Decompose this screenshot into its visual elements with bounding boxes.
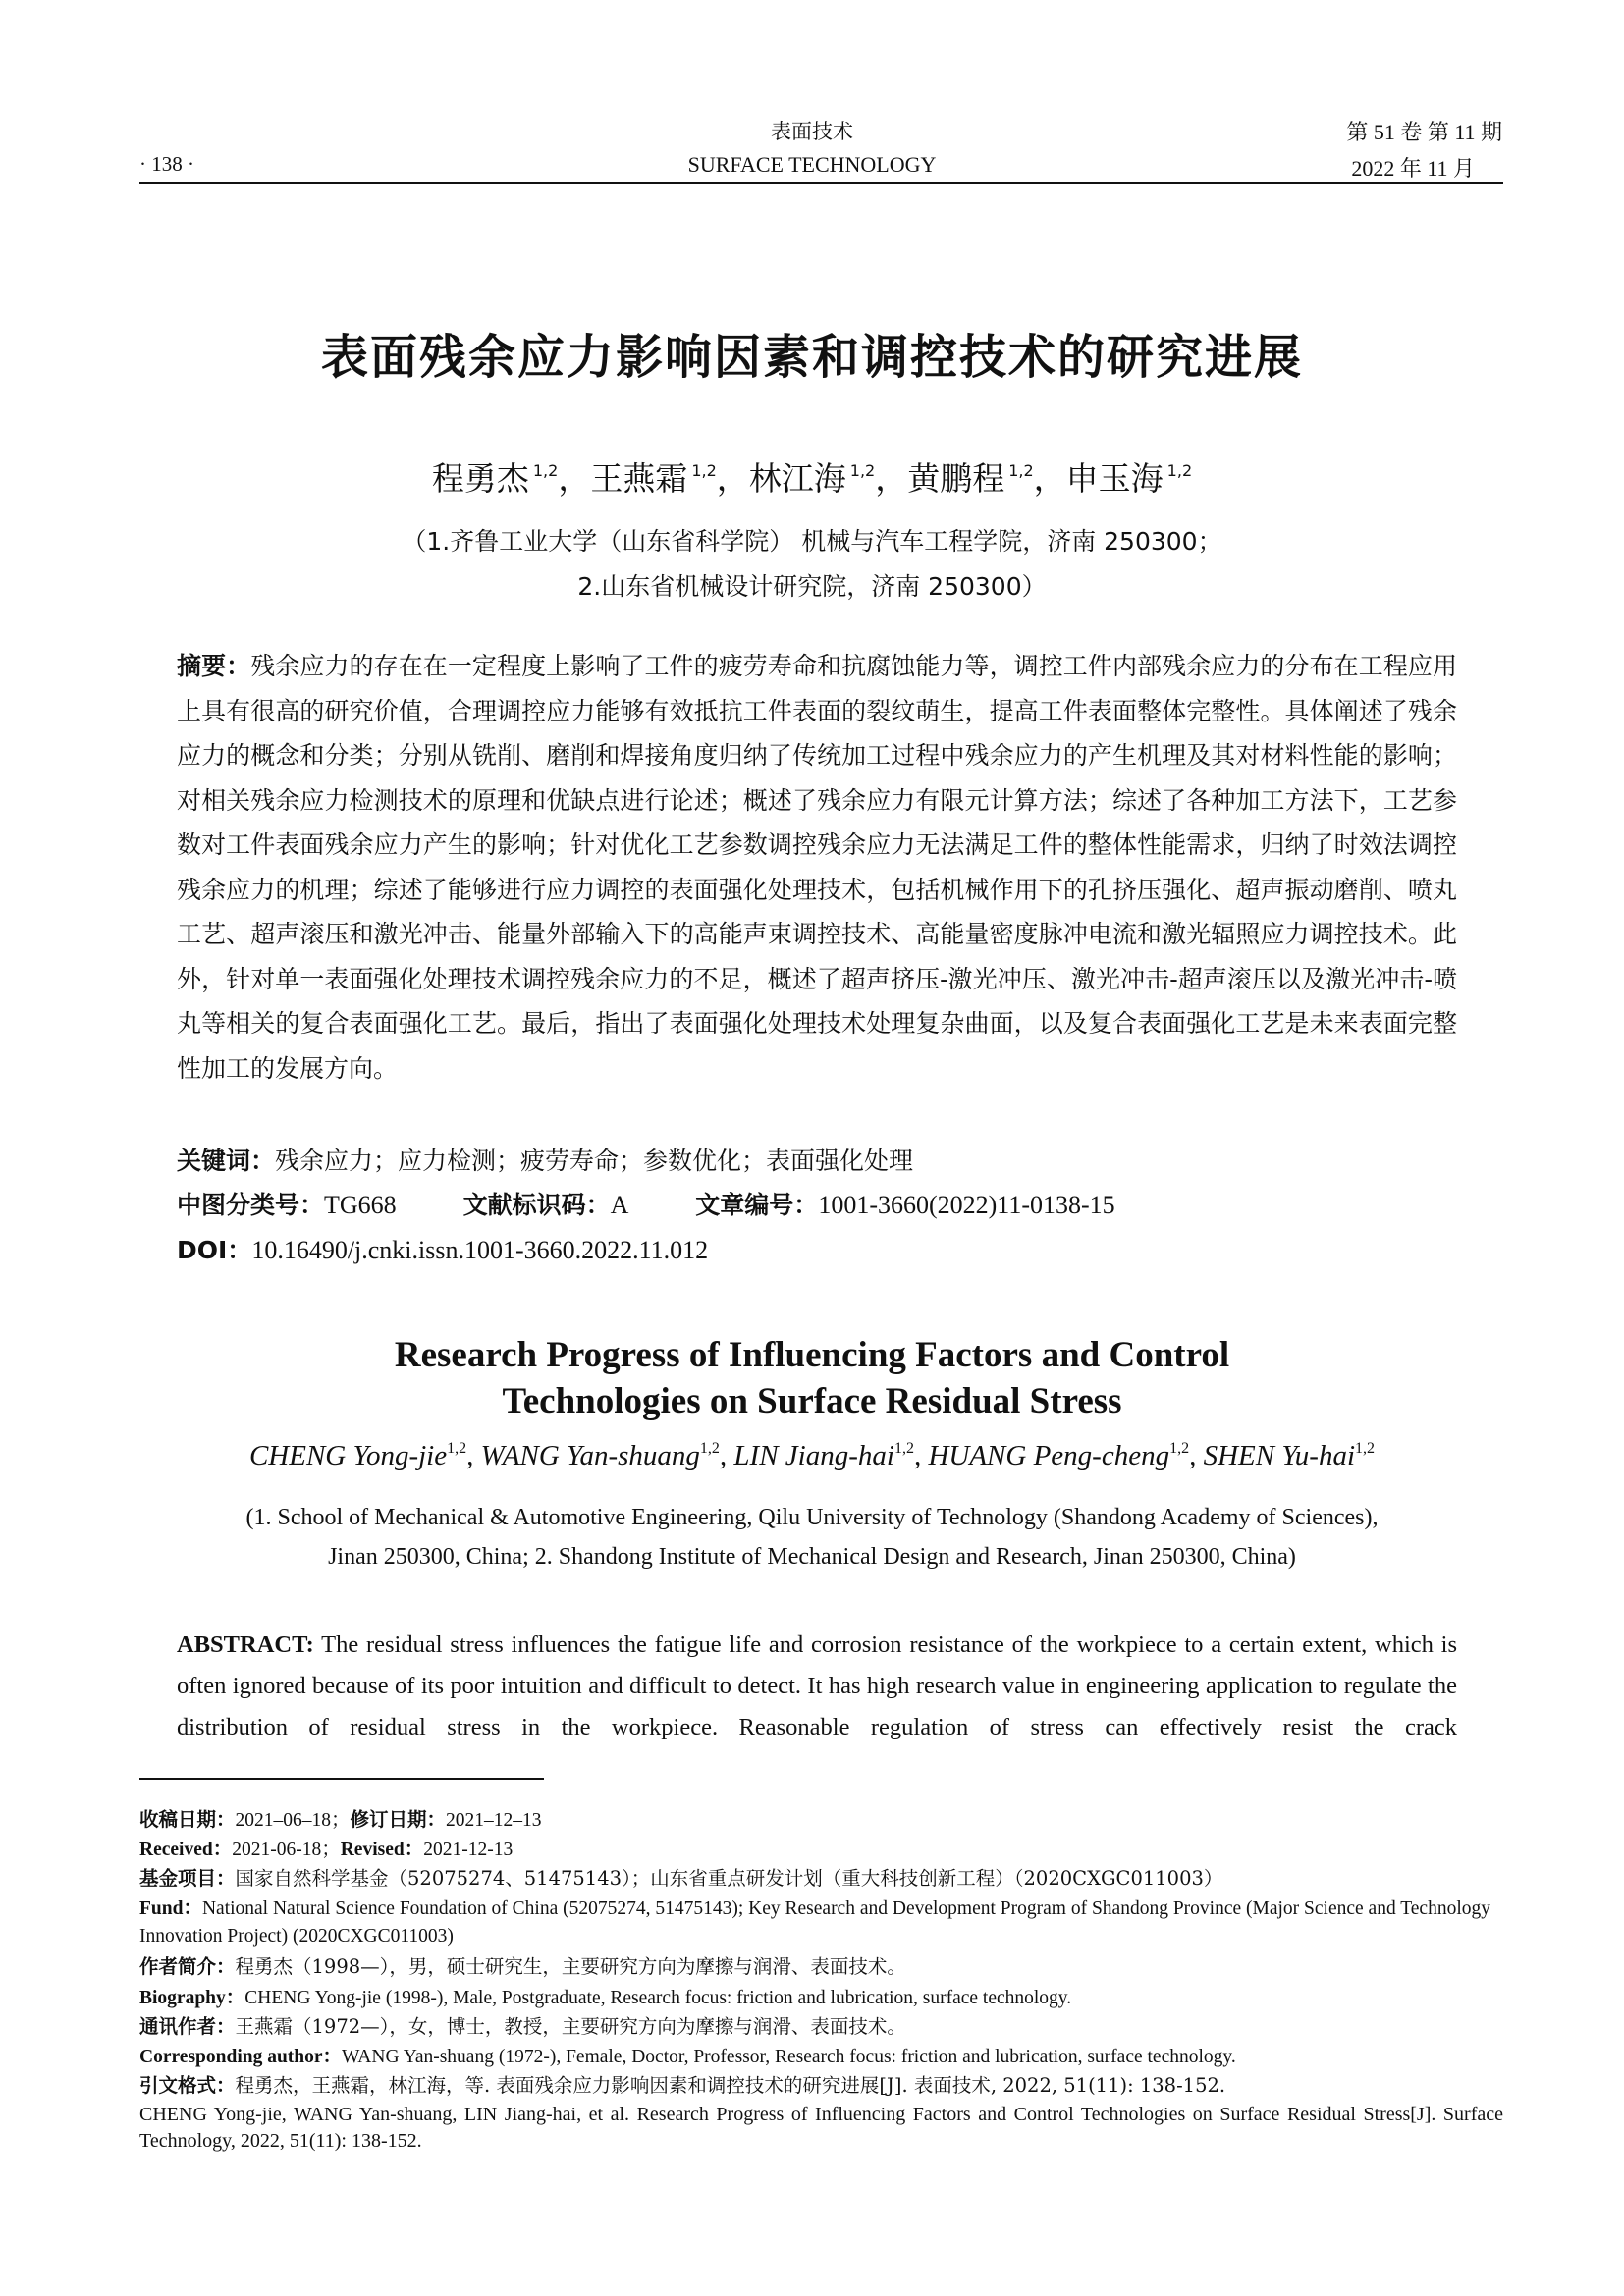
author-en-separator: , — [1189, 1440, 1204, 1471]
author-cn-name: 程勇杰 — [431, 459, 529, 498]
author-cn-affiliation-mark: 1,2 — [691, 461, 717, 480]
citation-cn — [139, 2071, 1503, 2101]
revised-cn-value: 2021–12–13 — [446, 1810, 542, 1831]
fund-cn — [139, 1864, 1503, 1894]
authors-en — [0, 1440, 1624, 1472]
author-cn-separator: ， — [875, 459, 908, 498]
doi-line — [177, 1231, 708, 1266]
volume-issue: 第 51 卷 第 11 期 — [1346, 120, 1502, 144]
author-cn-name: 林江海 — [748, 459, 846, 498]
corresponding-en — [139, 2042, 1503, 2072]
journal-name-en: SURFACE TECHNOLOGY — [687, 152, 937, 177]
corr-cn-value: 王燕霜（1972—），女，博士，教授，主要研究方向为摩擦与润滑、表面技术。 — [235, 2015, 906, 2038]
received-en — [139, 1835, 1503, 1865]
bio-cn-value: 程勇杰（1998—），男，硕士研究生，主要研究方向为摩擦与润滑、表面技术。 — [235, 1955, 906, 1978]
fund-en-value: National Natural Science Foundation of China (52075274, 51475143); Key Research and Development Program of Shandong Province (Major Science and Technology Innovation Project) (2020CXGC011003) — [139, 1898, 1490, 1947]
title-en — [0, 1332, 1624, 1424]
author-en-name: SHEN Yu-hai — [1203, 1440, 1356, 1471]
corr-cn-label: 通讯作者： — [139, 2015, 236, 2038]
authors-cn — [0, 454, 1624, 500]
affiliation-en-1: (1. School of Mechanical & Automotive Engineering, Qilu University of Technology (Shandong Academy of Sciences), — [245, 1505, 1379, 1530]
citation-en: CHENG Yong-jie, WANG Yan-shuang, LIN Jiang-hai, et al. Research Progress of Influencing Factors and Control Technologies on Surface Residual Stress[J]. Surface Technology, 2022, 51(11): 138-152. — [139, 2104, 1503, 2152]
author-cn-separator: ， — [558, 459, 591, 498]
journal-name-cn: 表面技术 — [771, 120, 853, 143]
author-en-name: CHENG Yong-jie — [248, 1440, 448, 1471]
author-cn-affiliation-mark: 1,2 — [1166, 461, 1193, 480]
bio-cn-label: 作者简介： — [139, 1955, 236, 1978]
author-en-affiliation-mark: 1,2 — [1169, 1440, 1190, 1457]
author-en-name: LIN Jiang-hai — [733, 1440, 894, 1471]
corr-en-value: WANG Yan-shuang (1972-), Female, Doctor, Professor, Research focus: friction and lubrication, surface technology. — [342, 2047, 1236, 2067]
fund-cn-label: 基金项目： — [139, 1867, 236, 1890]
author-en-separator: , — [913, 1440, 929, 1471]
author-en-affiliation-mark: 1,2 — [447, 1440, 467, 1457]
clc-label: 中图分类号： — [177, 1191, 325, 1219]
footnote-rule — [139, 1778, 544, 1780]
header-rule — [139, 182, 1503, 184]
title-cn: 表面残余应力影响因素和调控技术的研究进展 — [320, 330, 1303, 385]
abstract-en-label: ABSTRACT: — [177, 1631, 314, 1658]
issue-date: 2022 年 11 月 — [1351, 156, 1475, 181]
revised-en-label: Revised： — [340, 1840, 424, 1860]
revised-cn-label: 修订日期： — [350, 1808, 447, 1831]
author-en-separator: , — [466, 1440, 481, 1471]
affiliation-en — [0, 1498, 1624, 1576]
received-cn-value: 2021–06–18； — [235, 1810, 351, 1831]
doc-code-value: A — [610, 1191, 629, 1219]
bio-en-label: Biography： — [139, 1988, 245, 2008]
author-cn-name: 申玉海 — [1065, 459, 1164, 498]
clc-value: TG668 — [324, 1191, 397, 1219]
cite-cn-label: 引文格式： — [139, 2074, 236, 2097]
fund-cn-value: 国家自然科学基金（52075274、51475143）；山东省重点研发计划（重大科技创新工程）（2020CXGC011003） — [235, 1867, 1223, 1890]
biography-en — [139, 1983, 1503, 2013]
author-en-affiliation-mark: 1,2 — [893, 1440, 914, 1457]
author-cn-name: 王燕霜 — [590, 459, 688, 498]
author-cn-separator: ， — [716, 459, 749, 498]
doc-code-label: 文献标识码： — [462, 1191, 611, 1219]
received-cn-label: 收稿日期： — [139, 1808, 236, 1831]
title-en-line-2: Technologies on Surface Residual Stress — [502, 1381, 1122, 1421]
cite-cn-value: 程勇杰，王燕霜，林江海，等. 表面残余应力影响因素和调控技术的研究进展[J]. 表面技术, 2022, 51(11): 138-152. — [235, 2074, 1226, 2097]
abstract-en — [177, 1625, 1457, 1748]
article-no-label: 文章编号： — [695, 1191, 819, 1219]
abstract-en-text: The residual stress influences the fatigue life and corrosion resistance of the workpiece to a certain extent, which is often ignored because of its poor intuition and difficult to detect. It has high research value in engineering application to regulate the distribution of residual stress in the workpiece. Reasonable regulation of stress can effectively resist the crack — [177, 1631, 1458, 1740]
revised-en-value: 2021-12-13 — [423, 1840, 514, 1860]
received-en-value: 2021-06-18； — [232, 1840, 341, 1860]
author-cn-affiliation-mark: 1,2 — [1008, 461, 1034, 480]
keywords-value: 残余应力；应力检测；疲劳寿命；参数优化；表面强化处理 — [275, 1147, 914, 1175]
received-cn — [139, 1805, 1503, 1836]
author-cn-affiliation-mark: 1,2 — [849, 461, 876, 480]
biography-cn — [139, 1952, 1503, 1982]
author-cn-affiliation-mark: 1,2 — [532, 461, 559, 480]
affiliation-en-2: Jinan 250300, China; 2. Shandong Institute of Mechanical Design and Research, Jinan 250300, China) — [328, 1544, 1296, 1570]
doi-value[interactable]: 10.16490/j.cnki.issn.1001-3660.2022.11.012 — [251, 1236, 709, 1264]
author-en-name: WANG Yan-shuang — [480, 1440, 700, 1471]
keywords-cn — [177, 1142, 913, 1177]
affiliation-cn-1: （1.齐鲁工业大学（山东省科学院） 机械与汽车工程学院，济南 250300； — [402, 527, 1222, 556]
author-en-separator: , — [719, 1440, 734, 1471]
author-cn-separator: ， — [1033, 459, 1066, 498]
author-en-name: HUANG Peng-cheng — [928, 1440, 1170, 1471]
author-cn-name: 黄鹏程 — [907, 459, 1005, 498]
page-number: · 138 · — [139, 152, 194, 176]
fund-en — [139, 1895, 1503, 1949]
author-en-affiliation-mark: 1,2 — [1355, 1440, 1376, 1457]
corresponding-cn — [139, 2012, 1503, 2042]
abstract-cn — [177, 644, 1457, 1091]
keywords-label: 关键词： — [177, 1147, 276, 1175]
article-no-value: 1001-3660(2022)11-0138-15 — [818, 1191, 1115, 1219]
doi-label: DOI： — [177, 1236, 252, 1264]
bio-en-value: CHENG Yong-jie (1998-), Male, Postgraduate, Research focus: friction and lubrication, surface technology. — [244, 1988, 1072, 2008]
corr-en-label: Corresponding author： — [139, 2047, 343, 2067]
affiliation-cn-2: 2.山东省机械设计研究院，济南 250300） — [577, 572, 1047, 601]
author-en-affiliation-mark: 1,2 — [699, 1440, 720, 1457]
title-en-line-1: Research Progress of Influencing Factors and Control — [394, 1335, 1230, 1375]
classification-line — [177, 1186, 1115, 1221]
abstract-cn-label: 摘要： — [177, 652, 251, 680]
received-en-label: Received： — [139, 1840, 233, 1860]
fund-en-label: Fund： — [139, 1898, 202, 1919]
abstract-cn-text: 残余应力的存在在一定程度上影响了工件的疲劳寿命和抗腐蚀能力等，调控工件内部残余应力的分布在工程应用上具有很高的研究价值，合理调控应力能够有效抵抗工件表面的裂纹萌生，提高工件表面整体完整性。具体阐述了残余应力的概念和分类；分别从铣削、磨削和焊接角度归纳了传统加工过程中残余应力的产生机理及其对材料性能的影响；对相关残余应力检测技术的原理和优缺点进行论述；概述了残余应力有限元计算方法；综述了各种加工方法下，工艺参数对工件表面残余应力产生的影响；针对优化工艺参数调控残余应力无法满足工件的整体性能需求，归纳了时效法调控残余应力的机理；综述了能够进行应力调控的表面强化处理技术，包括机械作用下的孔挤压强化、超声振动磨削、喷丸工艺、超声滚压和激光冲击、能量外部输入下的高能声束调控技术、高能量密度脉冲电流和激光辐照应力调控技术。此外，针对单一表面强化处理技术调控残余应力的不足，概述了超声挤压-激光冲压、激光冲击-超声滚压以及激光冲击-喷丸等相关的复合表面强化工艺。最后，指出了表面强化处理技术处理复杂曲面，以及复合表面强化工艺是未来表面完整性加工的发展方向。 — [177, 652, 1457, 1083]
